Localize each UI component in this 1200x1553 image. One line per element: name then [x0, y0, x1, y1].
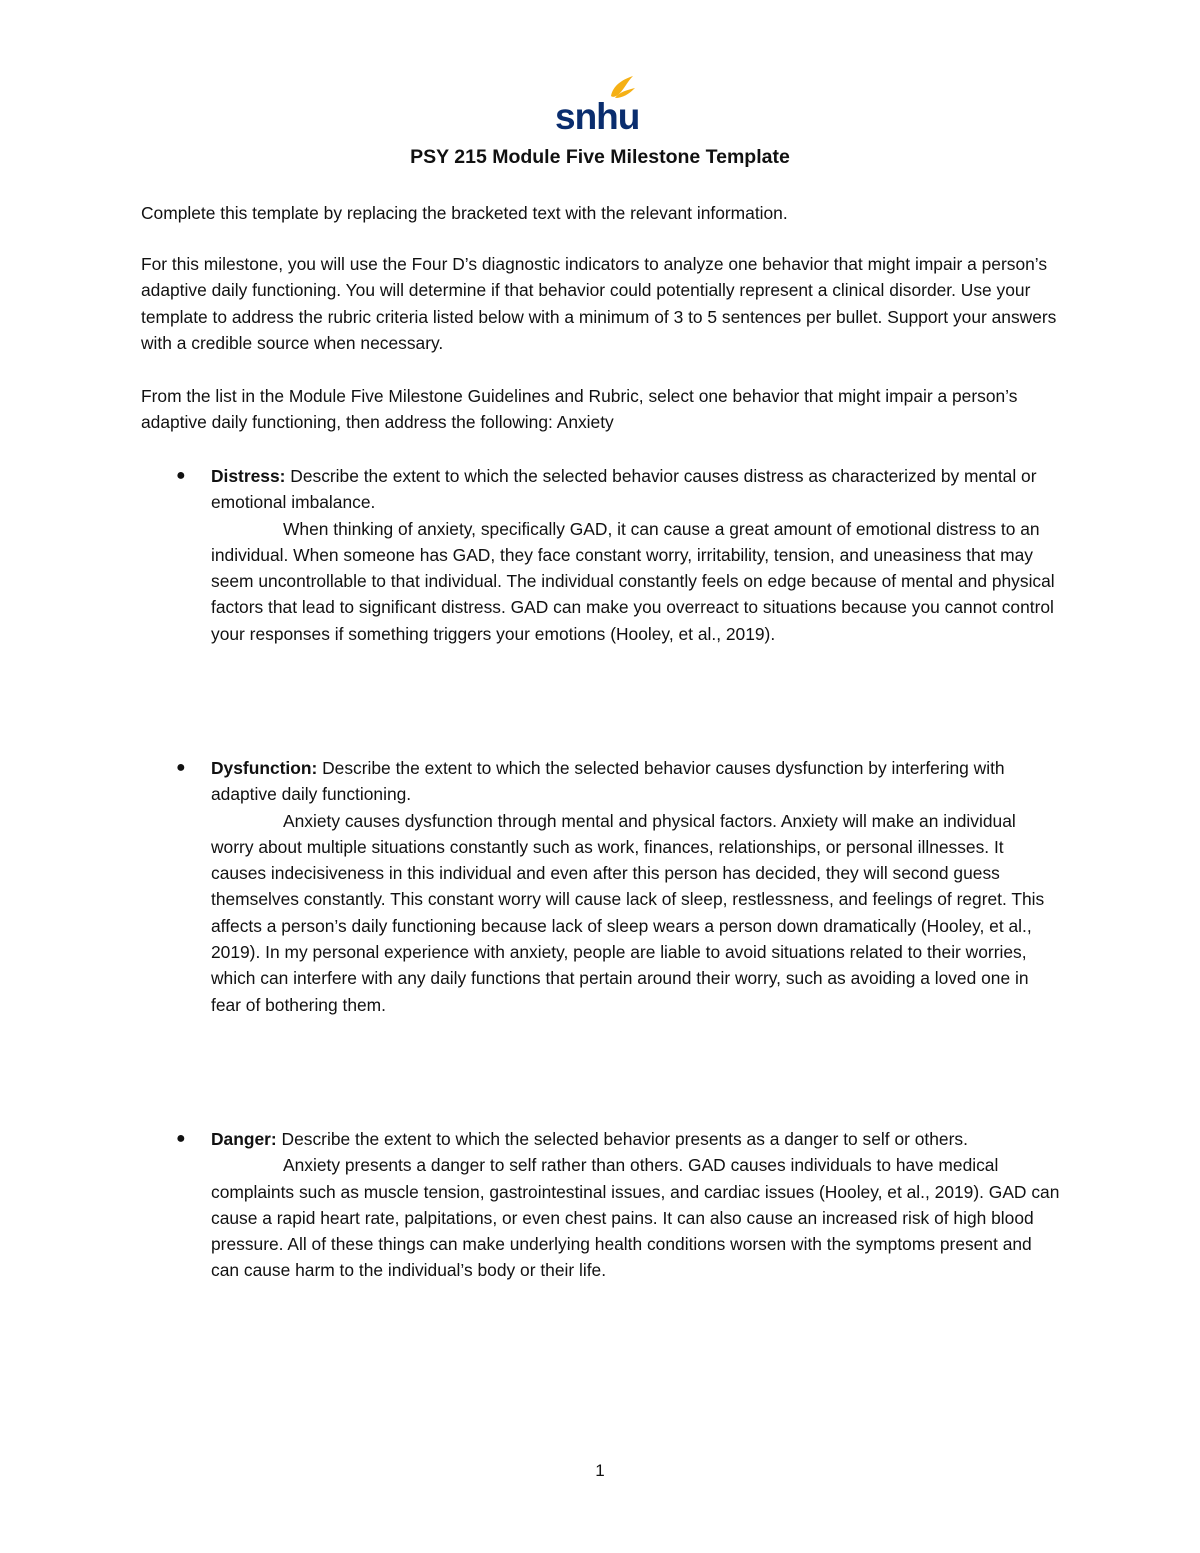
page-number: 1: [595, 1461, 605, 1480]
bullet-icon: ●: [176, 467, 186, 484]
logo-wordmark: snhu: [555, 96, 640, 134]
section-answer: When thinking of anxiety, specifically GAD, it can cause a great amount of emotional distress to an individual. When someone has GAD, they face constant worry, irritability, tension, and uneasiness that may seem uncontrollable to that individual. The individual constantly feels on edge because of mental and physical factors that lead to significant distress. GAD can make you overreact to situations because you cannot control your responses if something triggers your emotions (Hooley, et al., 2019).: [211, 518, 1055, 644]
section-prompt: Describe the extent to which the selected behavior causes distress as characterized by mental or emotional imbalance.: [211, 466, 1037, 513]
section-label: Dysfunction:: [211, 758, 318, 778]
bullet-icon: ●: [176, 759, 186, 776]
document-title: PSY 215 Module Five Milestone Template: [410, 146, 790, 168]
section-prompt: Describe the extent to which the selected behavior causes dysfunction by interfering with adaptive daily functioning.: [211, 758, 1005, 805]
section-label: Danger:: [211, 1129, 277, 1149]
snhu-logo: [553, 72, 643, 134]
behavior-selection-paragraph: From the list in the Module Five Milestone Guidelines and Rubric, select one behavior that might impair a person’s adaptive daily functioning, then address the following: Anxiety: [141, 386, 1018, 433]
milestone-paragraph: For this milestone, you will use the Four D’s diagnostic indicators to analyze one behavior that might impair a person’s adaptive daily functioning. You will determine if that behavior could potentially represent a clinical disorder. Use your template to address the rubric criteria listed below with a minimum of 3 to 5 sentences per bullet. Support your answers with a credible source when necessary.: [141, 254, 1057, 353]
section-answer: Anxiety presents a danger to self rather than others. GAD causes individuals to have medical complaints such as muscle tension, gastrointestinal issues, and cardiac issues (Hooley, et al., 2019). GAD can cause a rapid heart rate, palpitations, or even chest pains. It can also cause an increased risk of high blood pressure. All of these things can make underlying health conditions worsen with the symptoms present and can cause harm to the individual’s body or their life.: [211, 1155, 1060, 1281]
bullet-icon: ●: [176, 1130, 186, 1147]
section-answer: Anxiety causes dysfunction through mental and physical factors. Anxiety will make an individual worry about multiple situations constantly such as work, finances, relationships, or personal illnesses. It causes indecisiveness in this individual and even after this person has decided, they will second guess themselves constantly. This constant worry will cause lack of sleep, restlessness, and feelings of regret. This affects a person’s daily functioning because lack of sleep wears a person down dramatically (Hooley, et al., 2019). In my personal experience with anxiety, people are liable to avoid situations related to their worries, which can interfere with any daily functions that pertain around their worry, such as avoiding a loved one in fear of bothering them.: [211, 810, 1045, 1015]
intro-paragraph: Complete this template by replacing the bracketed text with the relevant information.: [141, 203, 788, 223]
section-label: Distress:: [211, 466, 286, 486]
danger-section: [211, 1126, 1061, 1284]
distress-section: [211, 463, 1061, 647]
section-prompt: Describe the extent to which the selected behavior presents as a danger to self or others.: [276, 1129, 968, 1149]
dysfunction-section: [211, 755, 1061, 1018]
